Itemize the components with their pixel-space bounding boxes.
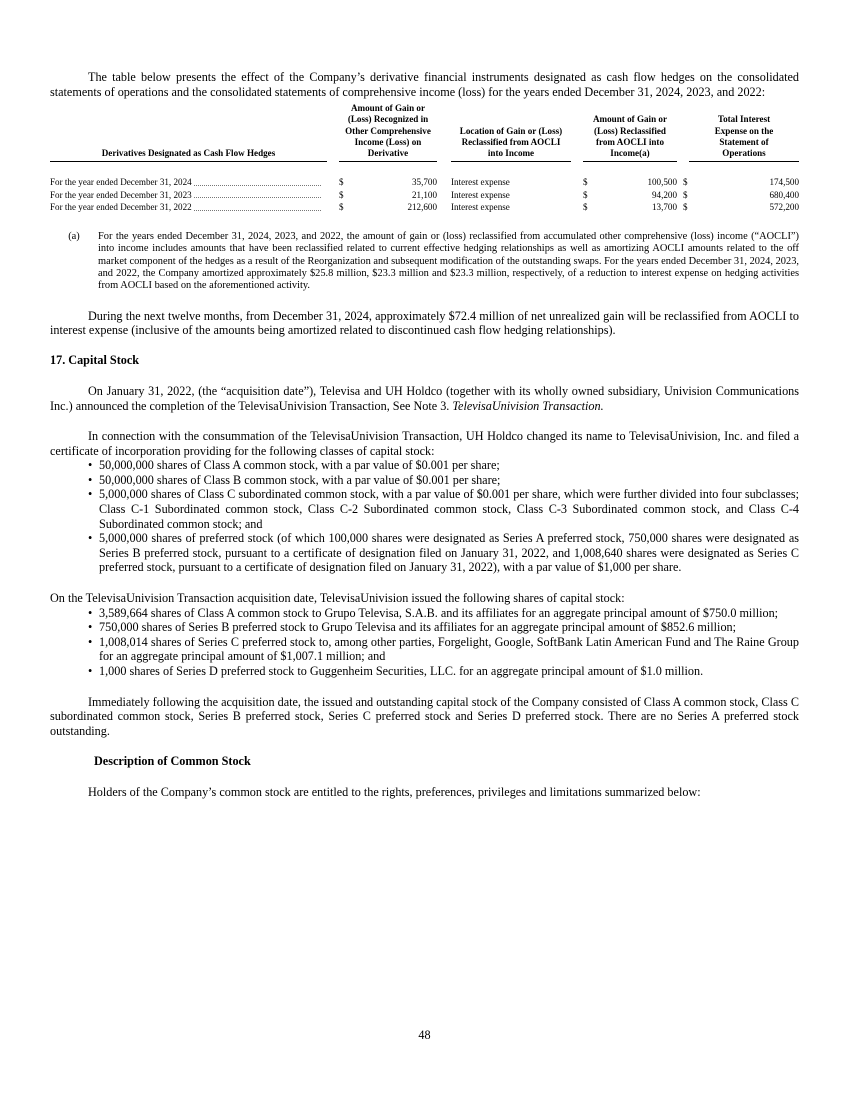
issued-shares-list bbox=[50, 606, 799, 679]
footnote-a bbox=[50, 231, 799, 293]
following-acquisition-paragraph: Immediately following the acquisition date, the issued and outstanding capital stock of the Company consisted of Class A common stock, Class C subordinated common stock, Series B preferred stock, Series C preferred stock and Series D preferred stock. There are no Series A preferred stock outstanding. bbox=[50, 694, 799, 738]
row-amount: $ 212,600 bbox=[339, 202, 437, 213]
row-total: $ 572,200 bbox=[683, 202, 799, 213]
row-total: $ 680,400 bbox=[683, 189, 799, 200]
table-row bbox=[50, 189, 799, 202]
row-amount: $ 21,100 bbox=[339, 189, 437, 200]
row-label: For the year ended December 31, 2023 bbox=[50, 189, 327, 202]
row-location: Interest expense bbox=[451, 202, 510, 213]
holders-paragraph: Holders of the Company’s common stock are entitled to the rights, preferences, privileges and limitations summarized below: bbox=[88, 785, 701, 800]
issued-intro-paragraph: On the TelevisaUnivision Transaction acquisition date, TelevisaUnivision issued the following shares of capital stock: bbox=[50, 591, 625, 606]
cash-flow-hedges-table bbox=[50, 103, 799, 214]
document-page bbox=[50, 70, 799, 800]
table-header-row bbox=[50, 103, 799, 162]
row-location: Interest expense bbox=[451, 177, 510, 188]
row-reclassified: $ 94,200 bbox=[583, 189, 677, 200]
header-gain-oci: Amount of Gain or (Loss) Recognized in Other Comprehensive Income (Loss) on Derivative bbox=[339, 103, 437, 162]
acquisition-note-ref: TelevisaUnivision Transaction. bbox=[452, 398, 604, 413]
list-item: • 50,000,000 shares of Class A common stock, with a par value of $0.001 per share; bbox=[88, 458, 500, 473]
header-total-interest: Total Interest Expense on the Statement of Operations bbox=[689, 103, 799, 162]
row-location: Interest expense bbox=[451, 189, 510, 200]
header-derivatives: Derivatives Designated as Cash Flow Hedges bbox=[50, 103, 327, 162]
section-heading: 17. Capital Stock bbox=[50, 352, 140, 367]
list-item: • 5,000,000 shares of preferred stock (of which 100,000 shares were designated as Series A preferred stock, 750,000 shares were designated as Series B preferred stock, pursuant to a certificate of designation filed on January 31, 2022, and 1,008,640 shares were designated as Series C preferred stock, pursuant to a certificate of designation filed on January 31, 2022), with a par value of $1,000 per share. bbox=[88, 531, 799, 575]
consummation-paragraph: In connection with the consummation of the TelevisaUnivision Transaction, UH Holdco changed its name to TelevisaUnivision, Inc. and filed a certificate of incorporation providing for the following classes of capital stock: bbox=[50, 429, 799, 458]
header-reclassified: Amount of Gain or (Loss) Reclassified from AOCLI into Income(a) bbox=[583, 103, 677, 162]
row-amount: $ 35,700 bbox=[339, 177, 437, 188]
intro-paragraph: The table below presents the effect of the Company’s derivative financial instruments designated as cash flow hedges on the consolidated statements of operations and the consolidated statements of comprehensive income (loss) for the years ended December 31, 2024, 2023, and 2022: bbox=[50, 70, 799, 99]
row-label: For the year ended December 31, 2024 bbox=[50, 176, 327, 189]
list-item: • 50,000,000 shares of Class B common stock, with a par value of $0.001 per share; bbox=[88, 472, 501, 487]
capital-classes-list bbox=[50, 458, 799, 575]
row-label: For the year ended December 31, 2022 bbox=[50, 201, 327, 214]
row-reclassified: $ 13,700 bbox=[583, 202, 677, 213]
row-reclassified: $ 100,500 bbox=[583, 177, 677, 188]
table-row bbox=[50, 176, 799, 189]
acquisition-paragraph: On January 31, 2022, (the “acquisition date”), Televisa and UH Holdco (together with its wholly owned subsidiary, Univision Communications Inc.) announced the completion of the TelevisaUnivision Transaction, See Note 3. TelevisaUnivision Transaction. bbox=[50, 383, 799, 413]
header-location: Location of Gain or (Loss) Reclassified from AOCLI into Income bbox=[451, 103, 571, 162]
row-total: $ 174,500 bbox=[683, 177, 799, 188]
list-item: • 1,008,014 shares of Series C preferred stock to, among other parties, Forgelight, Google, SoftBank Latin American Fund and The Raine Group for an aggregate principal amount of $1,007.1 million; and bbox=[88, 634, 799, 664]
list-item: • 5,000,000 shares of Class C subordinated common stock, with a par value of $0.001 per share, which were further divided into four subclasses; Class C-1 Subordinated common stock, Class C-2 Subordinated common stock, Class C-3 Subordinated common stock, and Class C-4 Subordinated common stock; and bbox=[88, 487, 799, 531]
list-item: • 750,000 shares of Series B preferred stock to Grupo Televisa and its affiliates for an aggregate principal amount of $852.6 million; bbox=[88, 620, 737, 635]
next-twelve-months-paragraph: During the next twelve months, from December 31, 2024, approximately $72.4 million of net unrealized gain will be reclassified from AOCLI to interest expense (inclusive of the amounts being amortized related to discontinued cash flow hedging relationships). bbox=[50, 308, 799, 338]
page-number: 48 bbox=[418, 1028, 431, 1042]
sub-heading: Description of Common Stock bbox=[94, 754, 251, 769]
table-row bbox=[50, 201, 799, 214]
list-item: • 1,000 shares of Series D preferred stock to Guggenheim Securities, LLC. for an aggregate principal amount of $1.0 million. bbox=[88, 664, 704, 679]
footnote-text: For the years ended December 31, 2024, 2023, and 2022, the amount of gain or (loss) reclassified from accumulated other comprehensive (loss) income (“AOCLI”) into income includes amounts that have been reclassified related to current effective hedging relationships as well as amortizing AOCLI amounts related to the off market component of the hedges as a result of the Reorganization and subsequent modification of the outstanding swaps. For the years ended December 31, 2024, 2023, and 2022, the Company amortized approximately $25.8 million, $23.3 million and $23.3 million, respectively, of a reduction to interest expense on hedging activities from AOCLI based on the aforementioned activity. bbox=[98, 230, 799, 292]
footnote-mark: (a) bbox=[68, 230, 80, 242]
list-item: • 3,589,664 shares of Class A common stock to Grupo Televisa, S.A.B. and its affiliates for an aggregate principal amount of $750.0 million; bbox=[88, 605, 779, 620]
